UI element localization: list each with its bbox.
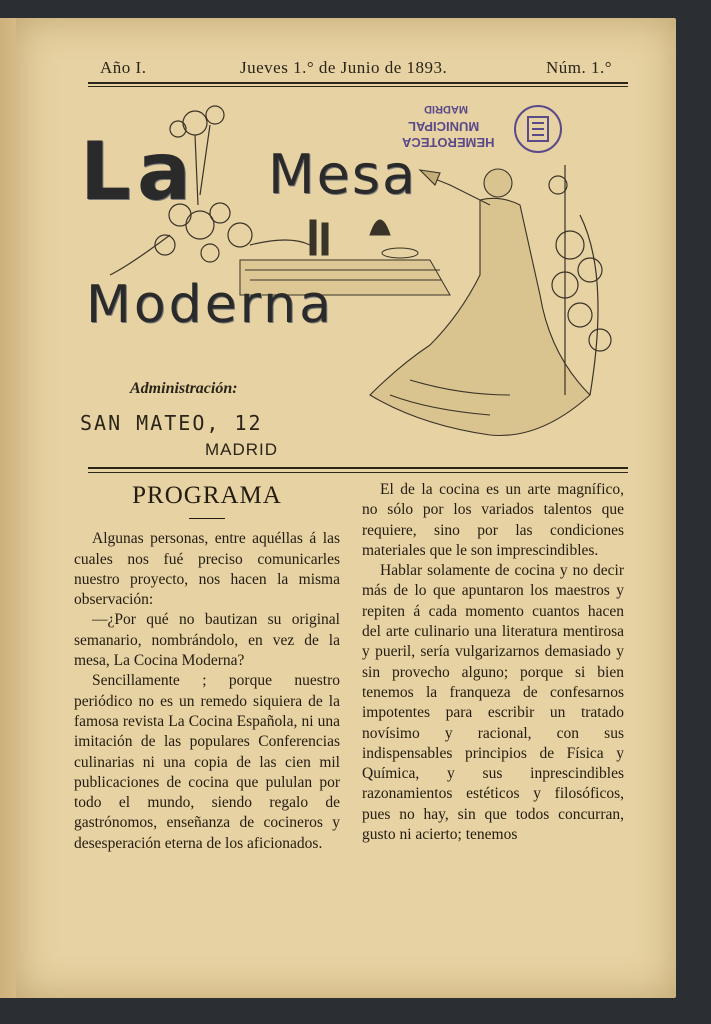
masthead-rule-thin <box>88 472 628 473</box>
paragraph: Algunas personas, entre aquéllas á las cuales nos fué preciso comunicarles nuestro proyecto, nos hacen la misma observación: <box>74 530 340 609</box>
header-rule-thin <box>88 86 628 87</box>
issue-date: Jueves 1.° de Junio de 1893. <box>240 58 448 77</box>
address: SAN MATEO, 12 <box>80 411 263 435</box>
seated-woman-figure <box>370 169 590 436</box>
title-mesa: Mesa <box>268 143 418 206</box>
article-title: PROGRAMA <box>132 482 282 509</box>
title-underline <box>189 518 225 519</box>
header-rule <box>88 82 628 84</box>
issue-header <box>80 58 630 82</box>
stamp-line-1: HEMEROTECA <box>402 135 495 150</box>
article-column-right <box>362 480 624 845</box>
masthead-rule <box>88 467 628 469</box>
paragraph: Hablar solamente de cocina y no decir más de lo que apuntaron los maestros y repiten á cada momento cuantos hacen del arte culinario una literatura mentirosa y pueril, sería vulgarizarnos demasiado y sin provecho alguno; porque si bien tenemos la franqueza de confesarnos impotentes para escribir un tratado novísimo y racional, con sus indispensables principios de Física y Química, y sus inprescindibles razonamientos estéticos y filosóficos, pues no hay, sin que todos concurran, gusto ni acierto; tenemos <box>362 562 624 844</box>
paragraph: Sencillamente ; porque nuestro periódico no es un remedo siquiera de la famosa revista La Cocina Española, ni una imitación de las populares Conferencias culinarias ni una copia de las cien mil publicaciones de cocina que pululan por todo el mundo, siendo regalo de gastrónomos, enseñanza de cocineros y desesperación eterna de los aficionados. <box>74 672 340 852</box>
title-la: La <box>80 125 197 218</box>
stamp-line-3: MADRID <box>424 103 468 115</box>
paragraph: El de la cocina es un arte magnífico, no sólo por los variados talentos que requiere, sino por las condiciones materiales que le son imprescindibles. <box>362 481 624 559</box>
administration-label: Administración: <box>130 380 238 397</box>
issue-year: Año I. <box>100 58 147 77</box>
title-moderna: Moderna <box>86 275 334 335</box>
article-column-left <box>74 480 340 854</box>
stamp-line-2: MUNICIPAL <box>408 119 480 134</box>
stamp-crest-icon <box>512 99 564 159</box>
issue-number: Núm. 1.° <box>545 58 612 77</box>
library-stamp <box>388 95 568 155</box>
masthead <box>70 95 630 459</box>
city: MADRID <box>205 440 279 459</box>
paragraph: —¿Por qué no bautizan su original semanario, nombrándolo, en vez de la mesa, La Cocina Moderna? <box>74 611 340 670</box>
